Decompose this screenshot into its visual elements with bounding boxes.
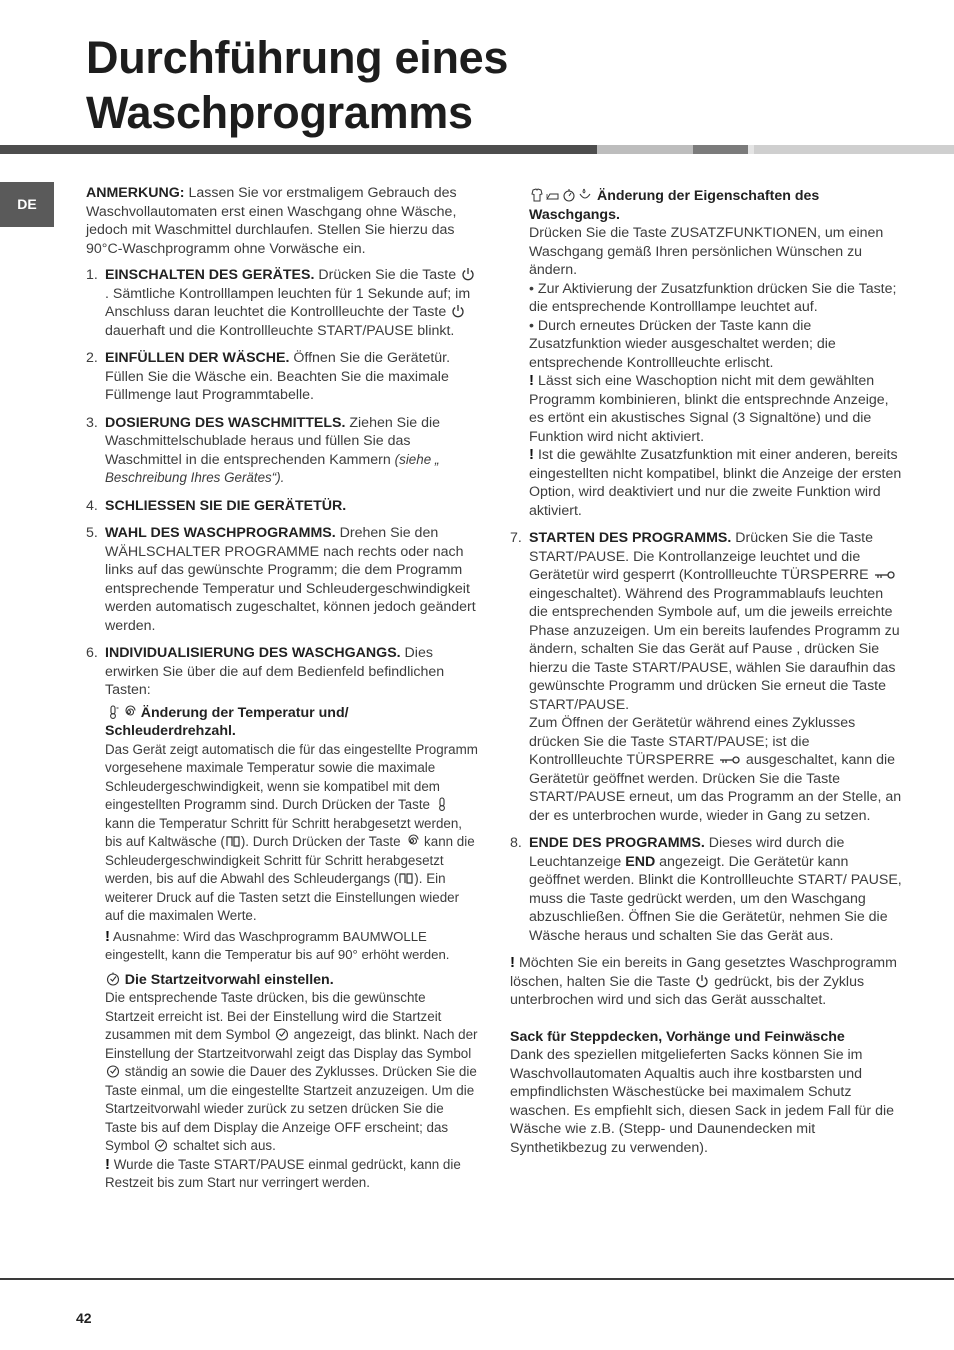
off-display-icon — [226, 834, 240, 848]
options-heading: Änderung der Eigenschaften des Waschgangs. — [529, 188, 820, 223]
delay-timer-icon — [106, 972, 120, 986]
extra-rinse-icon — [578, 188, 592, 202]
step-8: 8. ENDE DES PROGRAMMS. Dieses wird durch die Leuchtanzeige END angezeigt. Die Gerätetür kann geöffnet werden. Blinkt die Kontrollleuchte START/ PAUSE, muss die Taste gedrückt werden, um den Waschgang abzuschließen. Öffnen Sie die Gerätetür, nehmen Sie die Wäsche heraus und schalten Sie das Gerät aus. — [510, 835, 902, 944]
page-title — [86, 30, 508, 140]
options-warning-1: ! Lässt sich eine Waschoption nicht mit dem gewählten Programm kombinieren, blinkt die entsprechnde Anzeige, es ertönt ein akustisches Signal (3 Signaltöne) und die Funktion wird nicht aktiviert. — [529, 372, 889, 445]
step-5: 5. WAHL DES WASCHPROGRAMMS. Drehen Sie den WÄHLSCHALTER PROGRAMME nach rechts oder nach links auf das gewünschte Programm; die dem Programm entsprechende Temperatur und Schleudergeschwindigkeit werden automatisch zugeschaltet, können jedoch geändert werden. — [86, 525, 476, 634]
delay-start-section: Die Startzeitvorwahl einstellen. Die entsprechende Taste drücken, bis die gewünschte Startzeit erreicht ist. Bei der Einstellung wird die Startzeit zusammen mit dem Symbol angezeigt, das blinkt. Nach der Einstellung der Startzeitvorwahl zeigt das Display das Symbol ständig an sowie die Dauer des Zyklusses. Drücken Sie die Taste einmal, um die eingestellte Startzeit anzuzeigen. Um die Startzeitvorwahl wieder zurück zu setzen drücken Sie die Taste bis auf dem Display die Anzeige OFF erscheint; das Symbol schaltet sich aus. ! Wurde die Taste START/PAUSE einmal gedrückt, kann die Restzeit bis zum Start nur verringert werden. — [105, 971, 478, 1190]
options-bullet-2: • Durch erneutes Drücken der Taste kann die Zusatzfunktion wieder ausgeschaltet werden; die entsprechende Kontrollleuchte erlischt. — [529, 317, 836, 371]
cancel-program-note: ! Möchten Sie ein bereits in Gang gesetztes Waschprogramm löschen, halten Sie die Taste gedrückt, bis der Zyklus unterbrochen wird und sich das Gerät ausschaltet. — [510, 954, 897, 1008]
quick-wash-icon — [562, 188, 576, 202]
step-6: 6. INDIVIDUALISIERUNG DES WASCHGANGS. Dies erwirken Sie über die auf dem Bedienfeld befindlichen Tasten: Änderung der Temperatur und/ Schleuderdrehzahl. Das Gerät zeigt automatisch die für das eingestellte Programm vorgesehene maximale Temperatur sowie die maximale Schleudergeschwindigkeit, wenn sie kompatibel mit dem eingestellten Programm sind. Durch Drücken der Taste kann die Temperatur Schritt für Schritt herabgesetzt werden, bis auf Kaltwäsche ( ). Durch Drücken der Taste kann die Schleudergeschwindigkeit Schritt für Schritt herabgesetzt werden, bis auf die Abwahl des Schleudergangs ( ). Ein weiterer Druck auf die Tasten setzt die Einstellungen wieder auf die maximalen Werte. ! Ausnahme: Wird das Waschprogramm BAUMWOLLE eingestellt, kann die Temperatur bis auf 90° erhöht werden. Die Startzeitvorwahl einstellen. Die entsprechende Taste drücken, bis die gewünschte Startzeit erreicht ist. Bei der Einstellung wird die Startzeit zusammen mit dem Symbol angezeigt, das blinkt. Nach der Einstellung der Startzeitvorwahl zeigt das Display das Symbol ständig an sowie die Dauer des Zyklusses. Drücken Sie die Taste einmal, um die eingestellte Startzeit anzuzeigen. Um die Startzeitvorwahl wieder zurück zu setzen drücken Sie die Taste bis auf dem Display die Anzeige OFF erscheint; das Symbol schaltet sich aus. ! Wurde die Taste START/PAUSE einmal gedrückt, kann die Restzeit bis zum Start nur verringert werden. — [86, 644, 478, 1193]
delay-timer-icon — [106, 1064, 120, 1078]
temperature-icon — [106, 705, 120, 719]
header-rule-dark — [0, 145, 597, 154]
left-column — [86, 184, 478, 1193]
step-7: 7. STARTEN DES PROGRAMMS. Drücken Sie die Taste START/PAUSE. Die Kontrollanzeige leuchtet und die Gerätetür wird gesperrt (Kontrollleuchte TÜRSPERRE eingeschaltet). Während des Programmablaufs leuchten die entsprechenden Symbole auf, um die jeweils erreichte Phase anzuzeigen. Um ein bereits laufendes Programm zu ändern, schalten Sie das Gerät auf Pause , drücken Sie hierzu die Taste START/PAUSE, wählen Sie daraufhin das gewünschte Programm und drücken Sie erneut die Taste START/PAUSE. Zum Öffnen der Gerätetür während eines Zyklusses drücken Sie die Taste START/PAUSE; ist die Kontrollleuchte TÜRSPERRE ausgeschaltet, kann die Gerätetür geöffnet werden. Drücken Sie die Taste START/PAUSE erneut, um das Programm an der Stelle, an der es unterbrochen wurde, wieder in Gang zu setzen. — [510, 530, 902, 824]
power-icon — [451, 304, 465, 318]
options-section — [510, 187, 902, 520]
spin-icon — [405, 834, 419, 848]
temperature-icon — [435, 797, 449, 811]
right-column — [510, 187, 902, 1157]
bag-text: Dank des speziellen mitgelieferten Sacks können Sie im Waschvollautomaten Aqualtis auch ihre kostbarsten und empfindlichsten Wäschestücke bei maximalem Schutz waschen. Es empfiehlt sich, diesen Sack in jedem Fall für die Wäsche wie z.B. (Stepp- und Daunendecken mit Synthetikbezug zu verwenden). — [510, 1047, 895, 1156]
step-1: 1. EINSCHALTEN DES GERÄTES. Drücken Sie die Taste . Sämtliche Kontrolllampen leuchten für 1 Sekunde auf; im Anschluss daran leuchtet die Kontrollleuchte der Taste dauerhaft und die Kontrollleuchte START/PAUSE blinkt. — [86, 266, 478, 340]
step-4: 4. SCHLIESSEN SIE DIE GERÄTETÜR. — [86, 497, 347, 514]
stain-icon — [530, 188, 544, 202]
easy-iron-icon — [546, 188, 560, 202]
footer-rule — [0, 1278, 954, 1280]
bag-heading: Sack für Steppdecken, Vorhänge und Feinwäsche — [510, 1028, 845, 1045]
page-number: 42 — [76, 1310, 92, 1326]
power-icon — [461, 267, 475, 281]
note-paragraph: ANMERKUNG: Lassen Sie vor erstmaligem Gebrauch des Waschvollautomaten erst einen Waschgang ohne Wäsche, jedoch mit Waschmittel durchlaufen. Stellen Sie hierzu das 90°C-Waschprogramm ohne Vorwäsche ein. — [86, 185, 457, 257]
page-title-line1: Durchführung eines — [86, 32, 509, 83]
delay-timer-icon — [275, 1027, 289, 1041]
spin-icon — [122, 705, 136, 719]
temperature-spin-section: Änderung der Temperatur und/ Schleuderdrehzahl. Das Gerät zeigt automatisch die für das eingestellte Programm vorgesehene maximale Temperatur sowie die maximale Schleudergeschwindigkeit, wenn sie kompatibel mit dem eingestellten Programm sind. Durch Drücken der Taste kann die Temperatur Schritt für Schritt herabgesetzt werden, bis auf Kaltwäsche ( ). Durch Drücken der Taste kann die Schleudergeschwindigkeit Schritt für Schritt herabgesetzt werden, bis auf die Abwahl des Schleudergangs ( ). Ein weiterer Druck auf die Tasten setzt die Einstellungen wieder auf die maximalen Werte. — [105, 704, 478, 923]
delay-timer-icon — [154, 1138, 168, 1152]
options-warning-2: ! Ist die gewählte Zusatzfunktion mit einer anderen, bereits eingestellten nicht kompatibel, blinkt die Anzeige der ersten Option, wird deaktiviert und nur die zweite Funktion wird aktiviert. — [529, 446, 902, 519]
step-3: 3. DOSIERUNG DES WASCHMITTELS. Ziehen Sie die Waschmittelschublade heraus und füllen Sie das Waschmittel in die entsprechenden Kammern (siehe „ Beschreibung Ihres Gerätes“). — [86, 414, 441, 485]
options-bullet-1: • Zur Aktivierung der Zusatzfunktion drücken Sie die Taste; die entsprechende Kontrolllampe leuchtet auf. — [529, 280, 897, 315]
off-display-icon — [399, 871, 413, 885]
header-rule-light — [597, 145, 693, 154]
door-lock-key-icon — [874, 567, 896, 581]
step-2: 2. EINFÜLLEN DER WÄSCHE. Öffnen Sie die Gerätetür. Füllen Sie die Wäsche ein. Beachten Sie die maximale Füllmenge laut Programmtabelle. — [86, 350, 451, 403]
header-rule-end — [754, 145, 954, 154]
door-lock-key-icon — [719, 752, 741, 766]
options-text: Drücken Sie die Taste ZUSATZFUNKTIONEN, um einen Waschgang gemäß Ihren persönlichen Wünschen zu ändern. — [529, 225, 884, 278]
temperature-warning: ! Ausnahme: Wird das Waschprogramm BAUMWOLLE eingestellt, kann die Temperatur bis auf 90° erhöht werden. — [105, 927, 450, 962]
power-icon — [695, 974, 709, 988]
page-title-line2: Waschprogramms — [86, 87, 473, 138]
header-rule-mid — [693, 145, 748, 154]
language-tab: DE — [0, 182, 54, 227]
